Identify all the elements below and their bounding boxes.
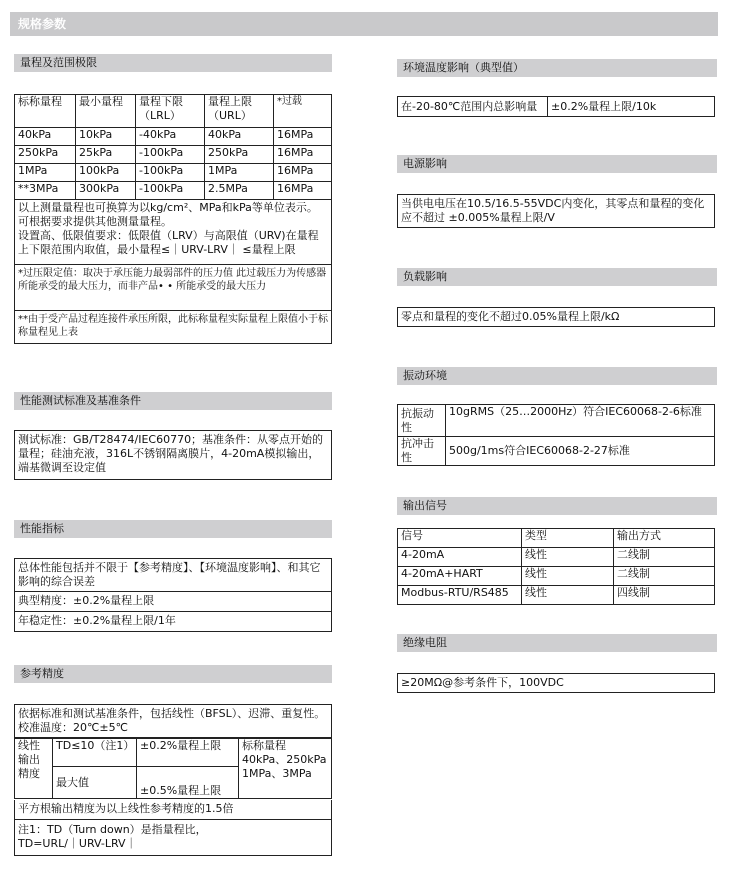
table-cell: 2.5MPa bbox=[205, 182, 274, 200]
max-accuracy-value: ±0.5%量程上限 bbox=[137, 767, 239, 799]
table-cell: **3MPa bbox=[15, 182, 76, 200]
page-title-bar bbox=[10, 12, 718, 36]
table-row bbox=[15, 182, 332, 200]
vibration-table bbox=[397, 404, 715, 466]
table-row bbox=[398, 405, 715, 437]
table-cell: 线性 bbox=[522, 567, 614, 586]
table-cell: 4-20mA bbox=[398, 548, 522, 567]
nominal-range-note: **由于受产品过程连接件承压所限，此标称量程实际量程上限值小于标称量程见上表 bbox=[14, 311, 332, 344]
table-cell: 500g/1ms符合IEC60068-2-27标准 bbox=[446, 437, 715, 466]
linear-output-label: 线性输出精度 bbox=[15, 739, 53, 799]
power-effect-box: 当供电电压在10.5/16.5-55VDC内变化，其零点和量程的变化应不超过 ±0.005%量程上限/V bbox=[397, 194, 715, 228]
col-header: 标称量程 bbox=[15, 95, 76, 128]
section-range-header bbox=[14, 54, 332, 72]
table-cell: 二线制 bbox=[614, 548, 715, 567]
section-title: 环境温度影响（典型值） bbox=[403, 61, 524, 74]
table-cell: 16MPa bbox=[274, 164, 332, 182]
section-title: 量程及范围极限 bbox=[20, 56, 97, 69]
temperature-table bbox=[397, 96, 715, 117]
section-title: 性能指标 bbox=[20, 522, 64, 535]
col-header: 信号 bbox=[398, 529, 522, 548]
table-cell: 10kPa bbox=[76, 128, 136, 146]
turndown-note bbox=[14, 820, 332, 856]
table-cell: Modbus-RTU/RS485 bbox=[398, 586, 522, 605]
table-row bbox=[15, 164, 332, 182]
col-header: 输出方式 bbox=[614, 529, 715, 548]
td-accuracy-value: ±0.2%量程上限 bbox=[137, 739, 239, 767]
table-cell: 四线制 bbox=[614, 586, 715, 605]
max-value-label: 最大值 bbox=[53, 767, 137, 799]
insulation-box: ≥20MΩ@参考条件下，100VDC bbox=[397, 673, 715, 693]
test-standard-box bbox=[14, 430, 332, 480]
table-cell: -40kPa bbox=[136, 128, 205, 146]
sqrt-output-note: 平方根输出精度为以上线性参考精度的1.5倍 bbox=[14, 800, 332, 820]
section-power-header bbox=[397, 155, 717, 173]
table-cell: -100kPa bbox=[136, 182, 205, 200]
temperature-label: 在-20-80℃范围内总影响量 bbox=[398, 97, 548, 117]
table-cell: -100kPa bbox=[136, 164, 205, 182]
table-cell: 16MPa bbox=[274, 128, 332, 146]
table-cell: 250kPa bbox=[15, 146, 76, 164]
section-title: 振动环境 bbox=[403, 369, 447, 382]
annual-stability: 年稳定性：±0.2%量程上限/1年 bbox=[14, 612, 332, 632]
reference-accuracy-table bbox=[14, 738, 332, 799]
table-row bbox=[15, 128, 332, 146]
section-output-header bbox=[397, 497, 717, 515]
table-row bbox=[15, 146, 332, 164]
table-cell: 16MPa bbox=[274, 182, 332, 200]
col-header: 类型 bbox=[522, 529, 614, 548]
section-performance-header bbox=[14, 520, 332, 538]
table-cell: 4-20mA+HART bbox=[398, 567, 522, 586]
section-title: 参考精度 bbox=[20, 667, 64, 680]
table-cell: 线性 bbox=[522, 586, 614, 605]
table-row bbox=[398, 567, 715, 586]
section-load-header bbox=[397, 268, 717, 286]
section-insulation-header bbox=[397, 634, 717, 652]
turndown-note-line2: TD=URL/｜URV-LRV｜ bbox=[18, 837, 137, 850]
table-cell: 1MPa bbox=[15, 164, 76, 182]
temperature-value: ±0.2%量程上限/10k bbox=[548, 97, 715, 117]
table-cell: 10gRMS（25…2000Hz）符合IEC60068-2-6标准 bbox=[446, 405, 715, 437]
table-cell: -100kPa bbox=[136, 146, 205, 164]
turndown-note-line1: 注1：TD（Turn down）是指量程比， bbox=[18, 823, 207, 836]
col-header: 最小量程 bbox=[76, 95, 136, 128]
reference-intro: 依据标准和测试基准条件，包括线性（BFSL）、迟滞、重复性。校准温度：20℃±5℃ bbox=[14, 704, 332, 738]
table-row bbox=[398, 548, 715, 567]
table-cell: 300kPa bbox=[76, 182, 136, 200]
output-signal-table bbox=[397, 528, 715, 605]
load-effect-box: 零点和量程的变化不超过0.05%量程上限/kΩ bbox=[397, 307, 715, 327]
range-note-limits: 设置高、低限值要求：低限值（LRV）与高限值（URV)在量程上下限范围内取值，最小量程≤｜URV-LRV｜ ≤量程上限 bbox=[18, 229, 319, 256]
table-cell: 二线制 bbox=[614, 567, 715, 586]
section-title: 性能测试标准及基准条件 bbox=[20, 394, 141, 407]
table-cell: 1MPa bbox=[205, 164, 274, 182]
col-header: 量程下限（LRL） bbox=[136, 95, 205, 128]
test-standard-text: 测试标准：GB/T28474/IEC60770；基准条件：从零点开始的量程；硅油充液，316L不锈钢隔离膜片，4-20mA模拟输出，端基微调至设定值 bbox=[18, 433, 324, 474]
table-cell: 40kPa bbox=[205, 128, 274, 146]
section-title: 输出信号 bbox=[403, 499, 447, 512]
table-row bbox=[398, 437, 715, 466]
section-title: 负载影响 bbox=[403, 270, 447, 283]
table-cell: 25kPa bbox=[76, 146, 136, 164]
range-table bbox=[14, 94, 332, 200]
typical-accuracy: 典型精度：±0.2%量程上限 bbox=[14, 592, 332, 612]
table-cell: 40kPa bbox=[15, 128, 76, 146]
overload-note: *过压限定值：取决于承压能力最弱部件的压力值 此过载压力为传感器所能承受的最大压力，而非产品• • 所能承受的最大压力 bbox=[14, 265, 332, 311]
td-condition: TD≤10（注1） bbox=[53, 739, 137, 767]
section-test-header bbox=[14, 392, 332, 410]
nominal-range-values: 40kPa、250kPa 1MPa、3MPa bbox=[242, 753, 327, 780]
section-title: 电源影响 bbox=[403, 157, 447, 170]
performance-general: 总体性能包括并不限于【参考精度】、【环境温度影响】、和其它影响的综合误差 bbox=[14, 558, 332, 592]
range-notes bbox=[14, 199, 332, 265]
section-reference-header bbox=[14, 665, 332, 683]
nominal-range-title: 标称量程 bbox=[242, 739, 286, 752]
col-header: *过载 bbox=[274, 95, 332, 128]
section-vibration-header bbox=[397, 367, 717, 385]
range-note-units: 以上测量量程也可换算为以kg/cm²、MPa和kPa等单位表示。可根据要求提供其他测量量程。 bbox=[18, 201, 318, 228]
table-cell: 线性 bbox=[522, 548, 614, 567]
section-temperature-header bbox=[397, 59, 717, 77]
table-cell: 抗振动性 bbox=[398, 405, 446, 437]
section-title: 绝缘电阻 bbox=[403, 636, 447, 649]
table-cell: 250kPa bbox=[205, 146, 274, 164]
table-header-row bbox=[15, 95, 332, 128]
table-row bbox=[398, 586, 715, 605]
table-cell: 抗冲击性 bbox=[398, 437, 446, 466]
table-cell: 16MPa bbox=[274, 146, 332, 164]
table-cell: 100kPa bbox=[76, 164, 136, 182]
table-header-row bbox=[398, 529, 715, 548]
page-title: 规格参数 bbox=[18, 17, 67, 31]
col-header: 量程上限（URL） bbox=[205, 95, 274, 128]
